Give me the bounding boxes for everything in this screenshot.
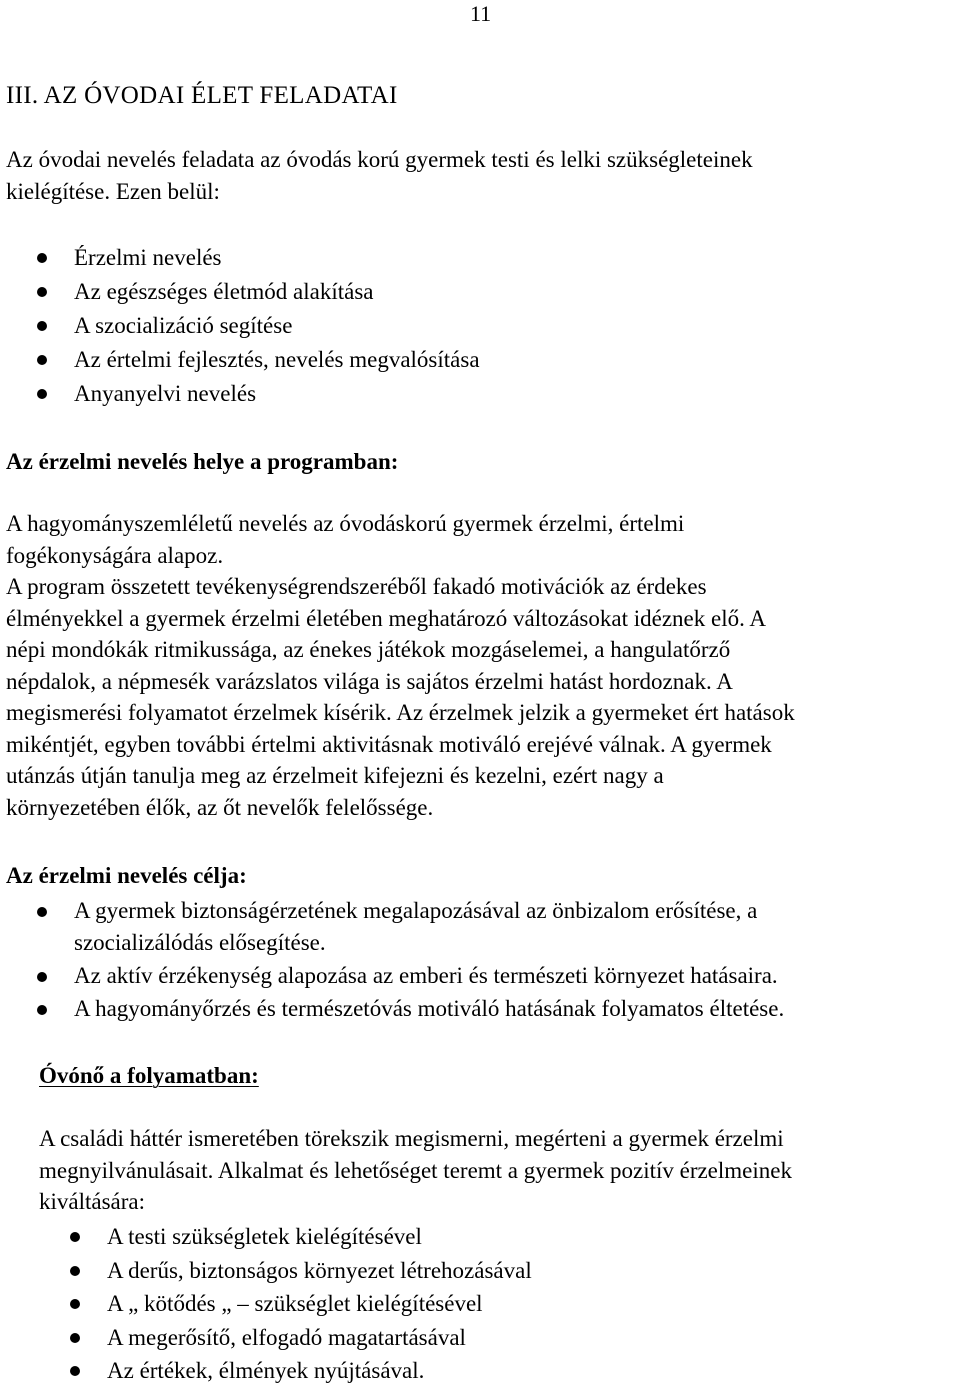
paragraph-line: megnyilvánulásait. Alkalmat és lehetőséget teremt a gyermek pozitív érzelmeinek (39, 1157, 792, 1183)
section-paragraph-place (6, 508, 956, 823)
list-item-line: A hagyományőrzés és természetóvás motiváló hatásának folyamatos éltetése. (74, 996, 785, 1021)
list-item-line: szocializálódás elősegítése. (74, 930, 326, 955)
section-paragraph-teacher (39, 1123, 955, 1218)
goal-list (6, 895, 956, 1025)
list-item: Érzelmi nevelés (6, 241, 956, 275)
paragraph-line: mikéntjét, egyben további értelmi aktivitásnak motiváló erejévé válnak. A gyermek (6, 731, 772, 757)
list-item: A derűs, biztonságos környezet létrehozásával (39, 1254, 955, 1288)
chapter-title: III. AZ ÓVODAI ÉLET FELADATAI (6, 82, 398, 109)
paragraph-line: élményekkel a gyermek érzelmi életében meghatározó változásokat idéznek elő. A (6, 605, 766, 631)
paragraph-line: A családi háttér ismeretében törekszik megismerni, megérteni a gyermek érzelmi (39, 1126, 784, 1151)
list-item: Az értékek, élmények nyújtásával. (39, 1354, 955, 1388)
page-number: 11 (470, 1, 492, 26)
list-item: Az egészséges életmód alakítása (6, 275, 956, 309)
teacher-method-list (39, 1220, 955, 1388)
section-heading-place: Az érzelmi nevelés helye a programban: (6, 449, 399, 474)
list-item (6, 993, 956, 1025)
list-item: A megerősítő, elfogadó magatartásával (39, 1321, 955, 1355)
intro-paragraph (6, 144, 956, 208)
list-item: A testi szükségletek kielégítésével (39, 1220, 955, 1254)
section-heading-teacher: Óvónő a folyamatban: (39, 1063, 259, 1088)
list-item: Az értelmi fejlesztés, nevelés megvalósítása (6, 343, 956, 377)
list-item-line: Az aktív érzékenység alapozása az emberi és természeti környezet hatásaira. (74, 963, 778, 988)
intro-line: Az óvodai nevelés feladata az óvodás korú gyermek testi és lelki szükségleteinek (6, 147, 753, 172)
list-item (6, 960, 956, 992)
paragraph-line: fogékonyságára alapoz. (6, 542, 224, 568)
paragraph-line: megismerési folyamatot érzelmek kísérik. Az érzelmek jelzik a gyermeket ért hatások (6, 700, 795, 725)
list-item: A szocializáció segítése (6, 309, 956, 343)
paragraph-line: népi mondókák ritmikussága, az énekes játékok mozgáselemei, a hangulatőrző (6, 637, 731, 662)
paragraph-line: A hagyományszemléletű nevelés az óvodáskorú gyermek érzelmi, értelmi (6, 511, 685, 536)
paragraph-line: kiváltására: (39, 1189, 146, 1214)
paragraph-line: utánzás útján tanulja meg az érzelmeit kifejezni és kezelni, ezért nagy a (6, 763, 664, 788)
list-item-line: A gyermek biztonságérzetének megalapozásával az önbizalom erősítése, a (74, 898, 758, 923)
paragraph-line: népdalok, a népmesék varázslatos világa is sajátos érzelmi hatást hordoznak. A (6, 668, 733, 694)
paragraph-line: A program összetett tevékenységrendszeréből fakadó motivációk az érdekes (6, 574, 707, 599)
intro-line: kielégítése. Ezen belül: (6, 179, 220, 204)
paragraph-line: környezetében élők, az őt nevelők felelőssége. (6, 794, 434, 820)
section-heading-goal: Az érzelmi nevelés célja: (6, 863, 247, 888)
list-item (6, 895, 956, 959)
list-item: A „ kötődés „ – szükséglet kielégítésével (39, 1287, 955, 1321)
task-list (6, 241, 956, 411)
list-item: Anyanyelvi nevelés (6, 377, 956, 411)
